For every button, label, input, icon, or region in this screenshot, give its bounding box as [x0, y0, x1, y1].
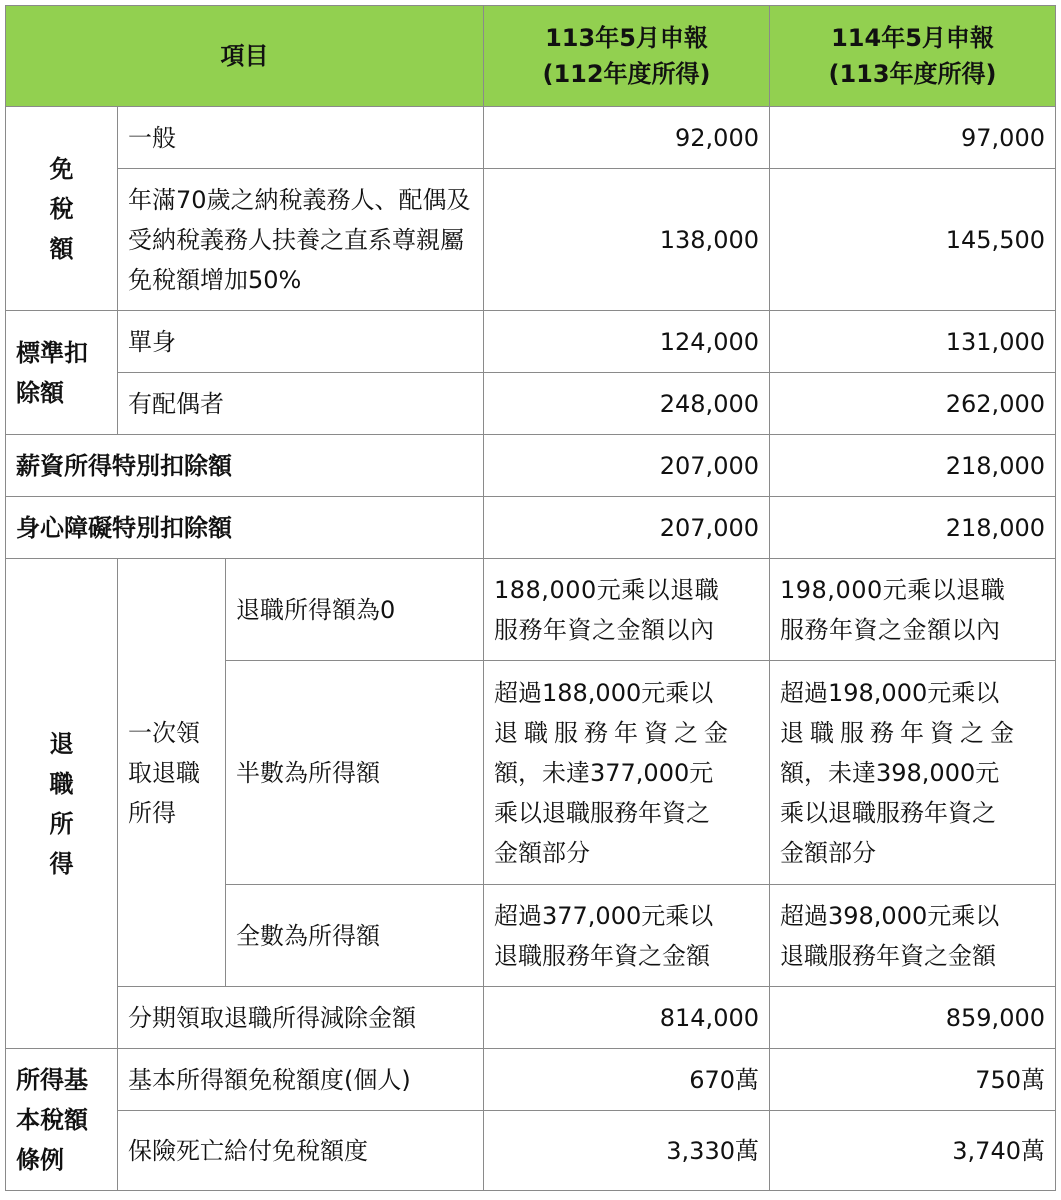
exemption-elderly-113: 138,000	[484, 169, 770, 311]
standard-single-label: 單身	[118, 311, 484, 373]
standard-group-label: 標準扣 除額	[6, 311, 118, 435]
retirement-zero-113: 188,000元乘以退職 服務年資之金額以內	[484, 559, 770, 661]
amt-insurance-114: 3,740萬	[770, 1111, 1056, 1191]
table-row	[6, 559, 1056, 661]
retirement-zero-114: 198,000元乘以退職 服務年資之金額以內	[770, 559, 1056, 661]
exemption-general-113: 92,000	[484, 107, 770, 169]
amt-group-label: 所得基 本稅額 條例	[6, 1049, 118, 1191]
header-item: 項目	[6, 6, 484, 107]
salary-label: 薪資所得特別扣除額	[6, 435, 484, 497]
header-col-114: 114年5月申報 (113年度所得)	[770, 6, 1056, 107]
amt-basic-label: 基本所得額免稅額度(個人)	[118, 1049, 484, 1111]
retirement-group-label: 退 職 所 得	[6, 559, 118, 1049]
table-row	[6, 373, 1056, 435]
disability-label: 身心障礙特別扣除額	[6, 497, 484, 559]
table-row	[6, 311, 1056, 373]
exemption-general-114: 97,000	[770, 107, 1056, 169]
table-row	[6, 1111, 1056, 1191]
amt-basic-114: 750萬	[770, 1049, 1056, 1111]
amt-basic-113: 670萬	[484, 1049, 770, 1111]
amt-insurance-label: 保險死亡給付免稅額度	[118, 1111, 484, 1191]
amt-insurance-113: 3,330萬	[484, 1111, 770, 1191]
salary-114: 218,000	[770, 435, 1056, 497]
salary-113: 207,000	[484, 435, 770, 497]
retirement-half-114: 超過198,000元乘以 退職服務年資之金 額，未達398,000元 乘以退職服務年資之 金額部分	[770, 661, 1056, 885]
standard-married-113: 248,000	[484, 373, 770, 435]
disability-113: 207,000	[484, 497, 770, 559]
standard-married-114: 262,000	[770, 373, 1056, 435]
header-col-113: 113年5月申報 (112年度所得)	[484, 6, 770, 107]
standard-single-113: 124,000	[484, 311, 770, 373]
standard-married-label: 有配偶者	[118, 373, 484, 435]
table-row	[6, 1049, 1056, 1111]
retirement-full-113: 超過377,000元乘以 退職服務年資之金額	[484, 885, 770, 987]
table-row	[6, 987, 1056, 1049]
table-row	[6, 435, 1056, 497]
retirement-full-label: 全數為所得額	[226, 885, 484, 987]
retirement-half-label: 半數為所得額	[226, 661, 484, 885]
retirement-half-113: 超過188,000元乘以 退職服務年資之金 額，未達377,000元 乘以退職服務年資之 金額部分	[484, 661, 770, 885]
exemption-group-label: 免 稅 額	[6, 107, 118, 311]
table-row	[6, 107, 1056, 169]
tax-table	[5, 5, 1056, 1191]
header-row	[6, 6, 1056, 107]
retirement-zero-label: 退職所得額為0	[226, 559, 484, 661]
standard-single-114: 131,000	[770, 311, 1056, 373]
retirement-installment-label: 分期領取退職所得減除金額	[118, 987, 484, 1049]
exemption-elderly-114: 145,500	[770, 169, 1056, 311]
exemption-general-label: 一般	[118, 107, 484, 169]
retirement-installment-114: 859,000	[770, 987, 1056, 1049]
retirement-full-114: 超過398,000元乘以 退職服務年資之金額	[770, 885, 1056, 987]
disability-114: 218,000	[770, 497, 1056, 559]
table-row	[6, 497, 1056, 559]
exemption-elderly-label: 年滿70歲之納稅義務人、配偶及受納稅義務人扶養之直系尊親屬免稅額增加50%	[118, 169, 484, 311]
retirement-lump-sum-label: 一次領 取退職 所得	[118, 559, 226, 987]
retirement-installment-113: 814,000	[484, 987, 770, 1049]
table-row	[6, 169, 1056, 311]
